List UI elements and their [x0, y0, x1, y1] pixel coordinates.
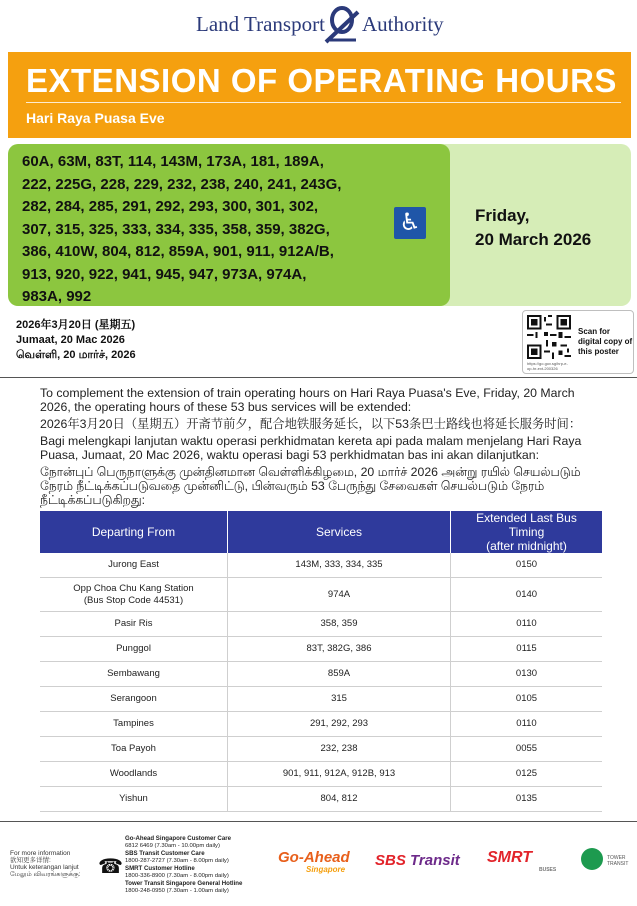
cell-time: 0055 — [451, 737, 603, 762]
hotline-detail[interactable]: 1800-248-0950 (7.30am - 1.00am daily) — [125, 888, 229, 894]
table-row — [40, 712, 602, 737]
cell-services: 291, 292, 293 — [228, 712, 451, 737]
hotline-detail[interactable]: 1800-336-8900 (7.30am - 8.00pm daily) — [125, 873, 229, 879]
service-line: 307, 315, 325, 333, 334, 335, 358, 359, 382G, — [22, 220, 330, 238]
col-extended-timing-note: (after midnight) — [486, 539, 567, 553]
table-header-row — [40, 511, 602, 553]
cell-time: 0110 — [451, 712, 603, 737]
cell-time: 0115 — [451, 637, 603, 662]
sbs-logo-text: SBS — [375, 852, 406, 869]
cell-from: Serangoon — [40, 687, 228, 712]
cell-from: Pasir Ris — [40, 612, 228, 637]
qr-code-icon[interactable] — [527, 315, 571, 359]
service-line: 222, 225G, 228, 229, 232, 238, 240, 241, 243G, — [22, 175, 342, 193]
multilingual-dates — [16, 318, 136, 363]
service-list — [22, 151, 392, 309]
intro-chinese: 2026年3月20日（星期五）开斋节前夕，配合地铁服务延长，以下53条巴士路线也将延长服务时间： — [40, 417, 582, 431]
hotline-item — [125, 865, 242, 873]
hotline-name: SMRT Customer Hotline — [125, 865, 195, 872]
cell-from-line: (Bus Stop Code 44531) — [83, 594, 184, 606]
logo-text-left: Land Transport — [196, 12, 325, 36]
title-banner — [8, 52, 631, 138]
intro-text — [40, 386, 602, 510]
section-divider — [0, 377, 637, 378]
event-date — [475, 204, 591, 252]
table-row — [40, 553, 602, 578]
cell-time: 0110 — [451, 612, 603, 637]
hotline-list — [125, 835, 242, 895]
hotline-detail[interactable]: 6812 6469 (7.30am - 10.00pm daily) — [125, 843, 220, 849]
cell-services: 974A — [228, 578, 451, 612]
cell-from: Jurong East — [40, 553, 228, 578]
qr-code-box[interactable] — [522, 310, 634, 374]
cell-services: 315 — [228, 687, 451, 712]
smrt-logo-sub: BUSES — [539, 867, 557, 873]
intro-malay: Bagi melengkapi lanjutan waktu operasi perkhidmatan kereta api pada malam menjelang Hari Raya Puasa, Jumaat, 20 Mac 2026, waktu operasi bagi 53 perkhidmatan bas ini akan dilanjutkan: — [40, 434, 582, 462]
more-info-line: Untuk keterangan lanjut — [10, 864, 79, 871]
service-line: 282, 284, 285, 291, 292, 293, 300, 301, 302, — [22, 198, 319, 215]
cell-services: 901, 911, 912A, 912B, 913 — [228, 762, 451, 787]
cell-from: Woodlands — [40, 762, 228, 787]
hotline-name: Go-Ahead Singapore Customer Care — [125, 835, 231, 842]
intro-tamil: நோன்புப் பெருநாளுக்கு முன்தினமான வெள்ளிக்கிழமை, 20 மார்ச் 2026 அன்று ரயில் செயல்படும் நேரம் நீட்டிக்கப்படுவதை முன்னிட்டு, பின்வரும் 53 பேருந்து சேவைகள் செயல்படும் நேரம் நீட்டிக்கப்படுகிறது: — [40, 465, 581, 507]
cell-from: Punggol — [40, 637, 228, 662]
col-services: Services — [228, 511, 451, 553]
smrt-logo-text: SMRT — [487, 849, 533, 866]
goahead-logo — [278, 850, 373, 876]
cell-services: 232, 238 — [228, 737, 451, 762]
cell-time: 0135 — [451, 787, 603, 812]
sbs-transit-logo — [375, 852, 460, 869]
hotline-name: SBS Transit Customer Care — [125, 850, 205, 857]
banner-divider — [26, 102, 621, 103]
timing-table — [40, 511, 602, 812]
cell-services: 358, 359 — [228, 612, 451, 637]
more-info-line: For more information — [10, 850, 71, 857]
footer-divider — [0, 821, 637, 822]
cell-from: Toa Payoh — [40, 737, 228, 762]
cell-time: 0125 — [451, 762, 603, 787]
hotline-name: Tower Transit Singapore General Hotline — [125, 880, 243, 887]
table-row — [40, 612, 602, 637]
table-row — [40, 762, 602, 787]
cell-services: 804, 812 — [228, 787, 451, 812]
more-info-line: மேலும் விவரங்களுக்கு: — [10, 871, 81, 878]
qr-label-line: this poster — [578, 347, 619, 356]
cell-from-line: Opp Choa Chu Kang Station — [73, 582, 194, 594]
wheelchair-icon: ♿ — [394, 207, 426, 239]
intro-english: To complement the extension of train operating hours on Hari Raya Puasa's Eve, Friday, 20 March 2026, the operating hours of these 53 bus services will be extended: — [40, 386, 575, 414]
event-date-text: 20 March 2026 — [475, 230, 592, 249]
lta-emblem-icon — [322, 4, 362, 44]
service-line: 386, 410W, 804, 812, 859A, 901, 911, 912A/B, — [22, 243, 334, 260]
lta-logo — [0, 0, 637, 50]
smrt-logo — [487, 849, 569, 873]
date-chinese: 2026年3月20日 (星期五) — [16, 319, 136, 331]
more-info — [10, 850, 90, 878]
event-day: Friday, — [475, 206, 530, 225]
phone-icon: ☎ — [98, 856, 123, 878]
page-subtitle: Hari Raya Puasa Eve — [26, 110, 165, 126]
hotline-item — [125, 835, 242, 843]
table-row — [40, 737, 602, 762]
table-row — [40, 662, 602, 687]
table-row — [40, 637, 602, 662]
cell-time: 0130 — [451, 662, 603, 687]
hotline-item — [125, 880, 242, 888]
tower-transit-label: TOWER TRANSIT — [607, 855, 629, 867]
hotline-detail[interactable]: 1800-287-2727 (7.30am - 8.00pm daily) — [125, 858, 229, 864]
qr-label-line: Scan for — [578, 327, 611, 336]
cell-services: 83T, 382G, 386 — [228, 637, 451, 662]
cell-from — [40, 578, 228, 612]
cell-services: 859A — [228, 662, 451, 687]
qr-label — [578, 327, 632, 357]
logo-text-right: Authority — [362, 12, 444, 36]
col-departing-from: Departing From — [40, 511, 228, 553]
table-row — [40, 687, 602, 712]
more-info-line: 欲知更多详情: — [10, 857, 51, 864]
cell-services: 143M, 333, 334, 335 — [228, 553, 451, 578]
cell-time: 0150 — [451, 553, 603, 578]
col-extended-timing-label: Extended Last Bus Timing — [476, 511, 577, 539]
date-tamil: வெள்ளி, 20 மார்ச், 2026 — [16, 349, 136, 361]
cell-from: Sembawang — [40, 662, 228, 687]
hotline-item — [125, 850, 242, 858]
tower-transit-logo-icon — [581, 848, 603, 870]
cell-time: 0105 — [451, 687, 603, 712]
date-malay: Jumaat, 20 Mac 2026 — [16, 334, 125, 346]
sbs-transit-text: Transit — [410, 852, 460, 869]
goahead-logo-sub: Singapore — [306, 865, 346, 874]
page-title: EXTENSION OF OPERATING HOURS — [26, 62, 617, 99]
qr-url: https://go.gov.sg/hrp-e-op-hr-ext-200326 — [527, 361, 568, 371]
cell-from: Yishun — [40, 787, 228, 812]
table-row — [40, 787, 602, 812]
cell-from: Tampines — [40, 712, 228, 737]
table-row — [40, 578, 602, 612]
goahead-logo-text: Go-Ahead — [278, 849, 350, 866]
service-line: 60A, 63M, 83T, 114, 143M, 173A, 181, 189A, — [22, 153, 324, 170]
qr-label-line: digital copy of — [578, 337, 633, 346]
cell-time: 0140 — [451, 578, 603, 612]
col-extended-timing — [451, 511, 603, 553]
service-line: 913, 920, 922, 941, 945, 947, 973A, 974A, — [22, 265, 307, 283]
service-line: 983A, 992 — [22, 288, 92, 305]
